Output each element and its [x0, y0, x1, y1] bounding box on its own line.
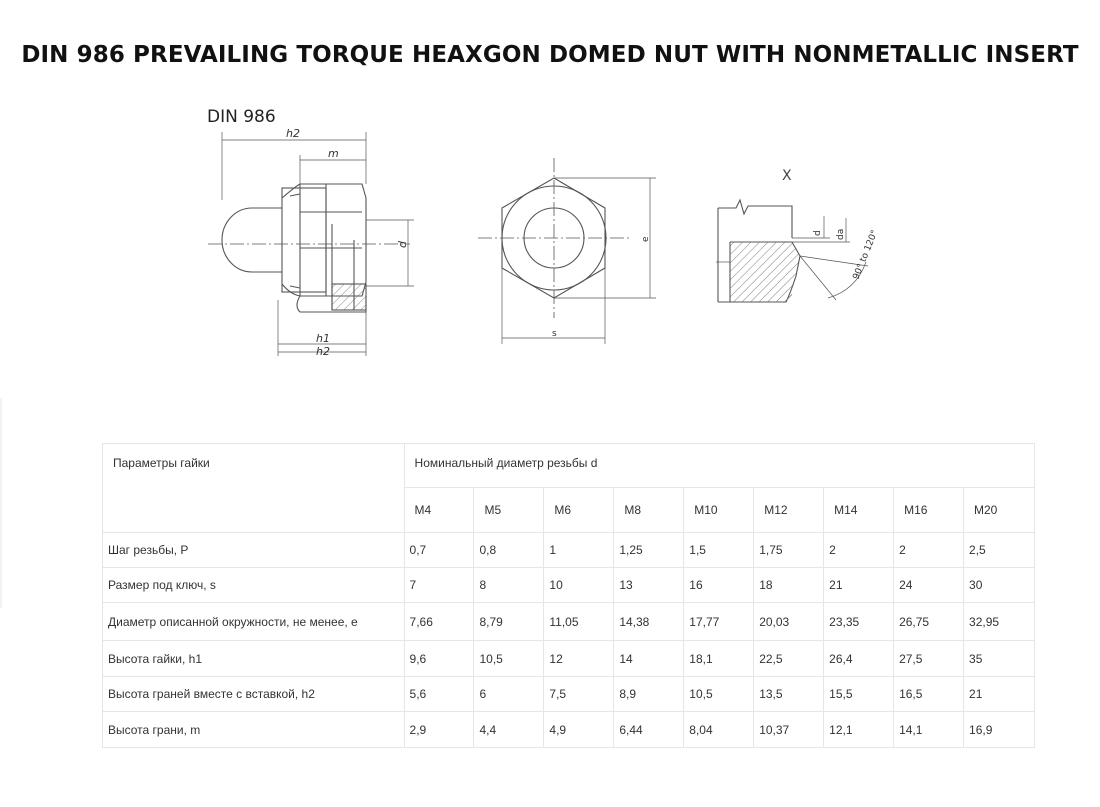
row-label: Высота гайки, h1 — [103, 641, 405, 677]
table-cell: 15,5 — [824, 677, 894, 712]
table-row — [103, 603, 1035, 641]
table-cell: 17,77 — [684, 603, 754, 641]
page-title: DIN 986 PREVAILING TORQUE HEAXGON DOMED NUT WITH NONMETALLIC INSERT — [21, 42, 1079, 68]
table-cell: 6 — [474, 677, 544, 712]
dim-angle: 90° to 120° — [851, 228, 881, 282]
table-cell: 23,35 — [824, 603, 894, 641]
table-cell: 11,05 — [544, 603, 614, 641]
table-cell: 10,37 — [754, 712, 824, 748]
table-cell: 21 — [964, 677, 1035, 712]
row-label: Высота граней вместе с вставкой, h2 — [103, 677, 405, 712]
table-cell: 16,9 — [964, 712, 1035, 748]
row-label: Высота грани, m — [103, 712, 405, 748]
table-cell: 1,5 — [684, 533, 754, 568]
table-cell: 7 — [404, 568, 474, 603]
table-cell: 13 — [614, 568, 684, 603]
table-cell: 1,25 — [614, 533, 684, 568]
dim-detail-d: d — [813, 230, 823, 236]
table-cell: 18,1 — [684, 641, 754, 677]
table-cell: 10,5 — [684, 677, 754, 712]
dim-da: da — [836, 228, 846, 240]
table-cell: 14,38 — [614, 603, 684, 641]
param-header: Параметры гайки — [103, 444, 405, 533]
size-header: M12 — [754, 488, 824, 533]
table-cell: 27,5 — [894, 641, 964, 677]
table-cell: 30 — [964, 568, 1035, 603]
table-cell: 22,5 — [754, 641, 824, 677]
table-cell: 24 — [894, 568, 964, 603]
table-cell: 35 — [964, 641, 1035, 677]
size-header: M14 — [824, 488, 894, 533]
table-cell: 16 — [684, 568, 754, 603]
size-header: M6 — [544, 488, 614, 533]
table-header-row — [103, 444, 1035, 488]
size-header: M20 — [964, 488, 1035, 533]
table-cell: 4,9 — [544, 712, 614, 748]
table-cell: 12 — [544, 641, 614, 677]
table-cell: 2,5 — [964, 533, 1035, 568]
table-cell: 16,5 — [894, 677, 964, 712]
table-cell: 8,9 — [614, 677, 684, 712]
table-cell: 10,5 — [474, 641, 544, 677]
table-cell: 2,9 — [404, 712, 474, 748]
dim-h2-top: h2 — [286, 127, 300, 140]
table-cell: 1,75 — [754, 533, 824, 568]
table-cell: 18 — [754, 568, 824, 603]
table-row — [103, 568, 1035, 603]
table-cell: 7,66 — [404, 603, 474, 641]
diameter-header: Номинальный диаметр резьбы d — [404, 444, 1034, 488]
dim-h1: h1 — [316, 332, 330, 345]
side-view — [208, 132, 414, 356]
dim-s: s — [552, 329, 557, 339]
table-cell: 14 — [614, 641, 684, 677]
table-cell: 8,04 — [684, 712, 754, 748]
standard-label: DIN 986 — [207, 107, 276, 127]
table-cell: 0,7 — [404, 533, 474, 568]
table-cell: 21 — [824, 568, 894, 603]
technical-drawing — [0, 95, 1100, 395]
table-cell: 2 — [894, 533, 964, 568]
size-header: M5 — [474, 488, 544, 533]
size-header: M4 — [404, 488, 474, 533]
table-cell: 8 — [474, 568, 544, 603]
table-cell: 32,95 — [964, 603, 1035, 641]
dim-m: m — [328, 147, 339, 160]
table-cell: 10 — [544, 568, 614, 603]
size-header: M8 — [614, 488, 684, 533]
table-cell: 7,5 — [544, 677, 614, 712]
table-row — [103, 641, 1035, 677]
hex-body — [282, 188, 326, 292]
dim-e: e — [641, 236, 651, 242]
row-label: Размер под ключ, s — [103, 568, 405, 603]
table-cell: 0,8 — [474, 533, 544, 568]
detail-x-view — [716, 200, 868, 302]
row-label: Диаметр описанной окружности, не менее, e — [103, 603, 405, 641]
table-cell: 6,44 — [614, 712, 684, 748]
table-cell: 5,6 — [404, 677, 474, 712]
dim-h2-bottom: h2 — [316, 345, 330, 358]
table-cell: 1 — [544, 533, 614, 568]
dome-cap — [222, 208, 282, 272]
front-view — [478, 158, 656, 344]
size-header: M10 — [684, 488, 754, 533]
table-cell: 4,4 — [474, 712, 544, 748]
detail-x-label: X — [782, 168, 792, 184]
table-cell: 13,5 — [754, 677, 824, 712]
table-cell: 2 — [824, 533, 894, 568]
table-cell: 20,03 — [754, 603, 824, 641]
table-row — [103, 533, 1035, 568]
dim-d: d — [396, 241, 409, 248]
table-cell: 12,1 — [824, 712, 894, 748]
left-edge-divider — [0, 398, 2, 608]
table-cell: 14,1 — [894, 712, 964, 748]
row-label: Шаг резьбы, P — [103, 533, 405, 568]
nut-parameters-table — [102, 443, 1035, 748]
table-cell: 9,6 — [404, 641, 474, 677]
size-header: M16 — [894, 488, 964, 533]
table-row — [103, 677, 1035, 712]
nut-drawings-svg — [0, 95, 1100, 395]
table-cell: 26,75 — [894, 603, 964, 641]
table-cell: 26,4 — [824, 641, 894, 677]
table-row — [103, 712, 1035, 748]
table-cell: 8,79 — [474, 603, 544, 641]
